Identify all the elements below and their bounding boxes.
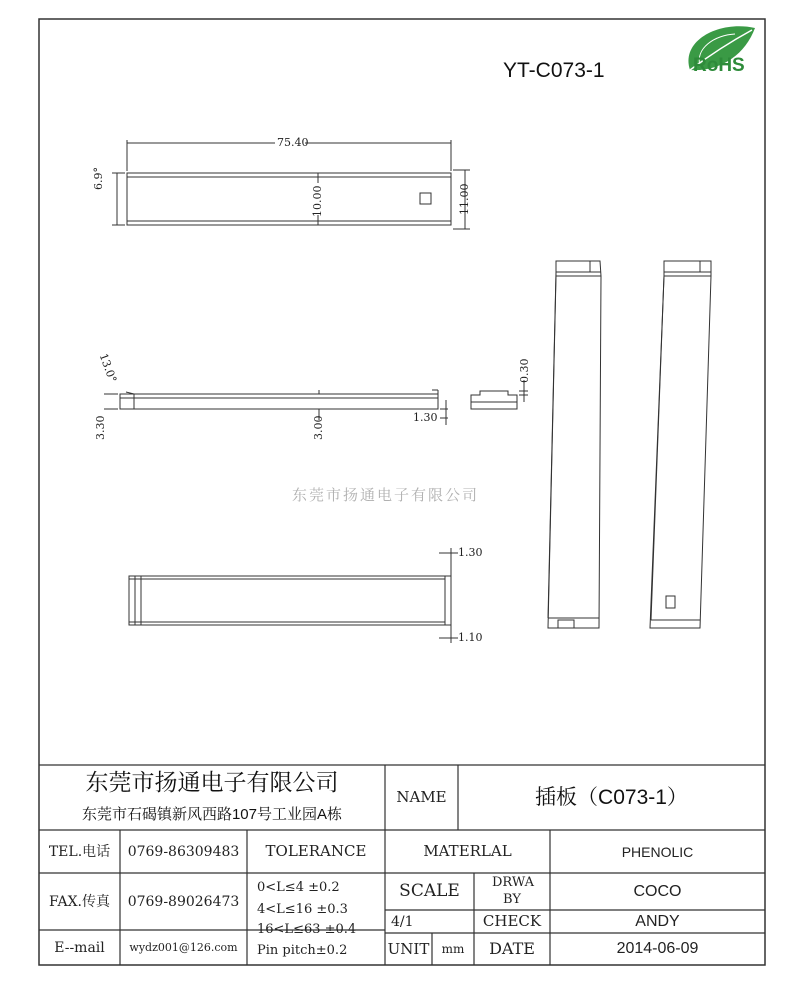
dim-bottom-bottom: 1.10 xyxy=(458,631,483,644)
fax-label: FAX.传真 xyxy=(48,893,111,910)
iso-view-back xyxy=(650,261,711,628)
watermark: 东莞市扬通电子有限公司 xyxy=(292,487,480,504)
tolerance-label: TOLERANCE xyxy=(265,842,367,860)
bottom-view-body xyxy=(129,576,445,625)
dim-tab-offset: 1.30 xyxy=(413,411,438,424)
side-view xyxy=(104,390,448,425)
check-label: CHECK xyxy=(482,912,542,930)
company-name: 东莞市扬通电子有限公司 xyxy=(85,768,339,795)
tel-label: TEL.电话 xyxy=(48,843,111,860)
email-value: wydz001@126.com xyxy=(129,941,238,954)
name-label: NAME xyxy=(396,788,447,806)
end-view xyxy=(471,380,528,409)
dim-end-height: 6.9° xyxy=(92,167,105,190)
dim-body-thickness: 3.00 xyxy=(312,415,325,440)
scale-value: 4/1 xyxy=(391,913,414,930)
check-value: ANDY xyxy=(635,912,680,930)
scale-label: SCALE xyxy=(399,881,460,901)
dim-tab-step: 0.30 xyxy=(518,358,531,383)
date-label: DATE xyxy=(489,939,535,958)
side-view-body xyxy=(120,394,438,409)
iso-view-front xyxy=(548,261,601,628)
tolerance-line-1: 0<L≤4 ±0.2 xyxy=(257,880,340,895)
drawn-by-label-1: DRWA xyxy=(492,875,535,890)
name-value: 插板（C073-1） xyxy=(535,786,688,809)
email-label: E--mail xyxy=(54,939,105,956)
part-code: YT-C073-1 xyxy=(503,59,605,82)
bottom-view xyxy=(129,548,458,643)
tolerance-line-2: 4<L≤16 ±0.3 xyxy=(257,902,348,917)
fax-value: 0769-89026473 xyxy=(127,893,240,910)
material-value: PHENOLIC xyxy=(621,843,694,860)
drawn-by-value: COCO xyxy=(633,882,682,900)
tel-value: 0769-86309483 xyxy=(127,843,240,860)
dim-overall-length: 75.40 xyxy=(277,136,309,149)
dim-chamfer-angle: 13.0° xyxy=(96,351,120,385)
dim-side-thickness: 3.30 xyxy=(94,415,107,440)
tolerance-line-3: 16<L≤63 ±0.4 xyxy=(257,922,357,937)
dim-body-width: 10.00 xyxy=(311,185,324,217)
date-value: 2014-06-09 xyxy=(616,940,699,957)
dim-tab-width: 11.00 xyxy=(458,183,471,215)
dim-bottom-top: 1.30 xyxy=(458,546,483,559)
material-label: MATERLAL xyxy=(423,842,512,860)
top-view-body xyxy=(127,173,451,225)
tolerance-line-4: Pin pitch±0.2 xyxy=(257,943,348,958)
unit-label: UNIT xyxy=(387,939,430,958)
top-view xyxy=(112,140,470,229)
company-address: 东莞市石碣镇新风西路107号工业园A栋 xyxy=(81,805,343,823)
drawn-by-label-2: BY xyxy=(503,892,521,907)
top-view-window xyxy=(420,193,431,204)
rohs-label: RoHS xyxy=(693,55,745,76)
unit-value: mm xyxy=(441,942,465,956)
